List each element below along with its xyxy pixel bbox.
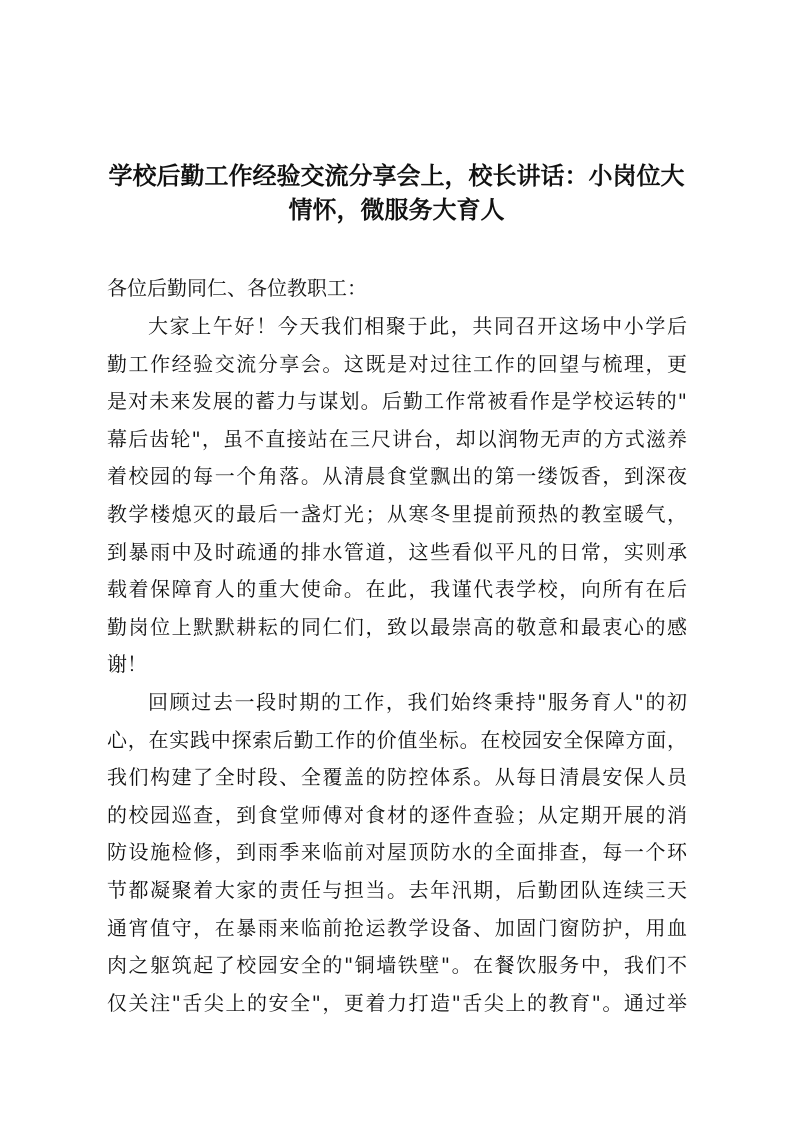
paragraph-1-line: 谢！ [107, 652, 147, 677]
document-title-line-2: 情怀，微服务大育人 [288, 196, 505, 224]
paragraph-2-line: 回顾过去一段时期的工作，我们始终秉持"服务育人"的初 [148, 690, 687, 714]
paragraph-2-line: 我们构建了全时段、全覆盖的防控体系。从每日清晨安保人员 [107, 765, 687, 790]
document-title-line-1: 学校后勤工作经验交流分享会上，校长讲话：小岗位大 [108, 162, 685, 190]
paragraph-1-line: 勤岗位上默默耕耘的同仁们，致以最崇高的敬意和最衷心的感 [107, 614, 687, 639]
paragraph-1-line: 教学楼熄灭的最后一盏灯光；从寒冬里提前预热的教室暖气， [107, 502, 687, 526]
paragraph-2-line: 防设施检修，到雨季来临前对屋顶防水的全面排查，每一个环 [107, 840, 687, 865]
paragraph-2-line: 心，在实践中探索后勤工作的价值坐标。在校园安全保障方面， [107, 727, 687, 752]
paragraph-1-line: 载着保障育人的重大使命。在此，我谨代表学校，向所有在后 [107, 577, 687, 602]
salutation: 各位后勤同仁、各位教职工： [107, 276, 367, 300]
paragraph-1-line: 是对未来发展的蓄力与谋划。后勤工作常被看作是学校运转的" [107, 389, 687, 414]
paragraph-1-line: 着校园的每一个角落。从清晨食堂飘出的第一缕饭香，到深夜 [107, 464, 687, 489]
paragraph-1-line: 大家上午好！今天我们相聚于此，共同召开这场中小学后 [148, 314, 687, 338]
paragraph-1-line: 勤工作经验交流分享会。这既是对过往工作的回望与梳理，更 [107, 351, 687, 376]
paragraph-2-line: 仅关注"舌尖上的安全"，更着力打造"舌尖上的教育"。通过举 [107, 990, 687, 1015]
paragraph-2-line: 肉之躯筑起了校园安全的"铜墙铁壁"。在餐饮服务中，我们不 [107, 953, 687, 978]
paragraph-1-line: 到暴雨中及时疏通的排水管道，这些看似平凡的日常，实则承 [107, 539, 687, 564]
paragraph-2-line: 通宵值守，在暴雨来临前抢运教学设备、加固门窗防护，用血 [107, 915, 687, 940]
paragraph-1-line: 幕后齿轮"，虽不直接站在三尺讲台，却以润物无声的方式滋养 [107, 426, 687, 451]
paragraph-2-line: 的校园巡查，到食堂师傅对食材的逐件查验；从定期开展的消 [107, 802, 687, 827]
paragraph-2-line: 节都凝聚着大家的责任与担当。去年汛期，后勤团队连续三天 [107, 878, 687, 902]
